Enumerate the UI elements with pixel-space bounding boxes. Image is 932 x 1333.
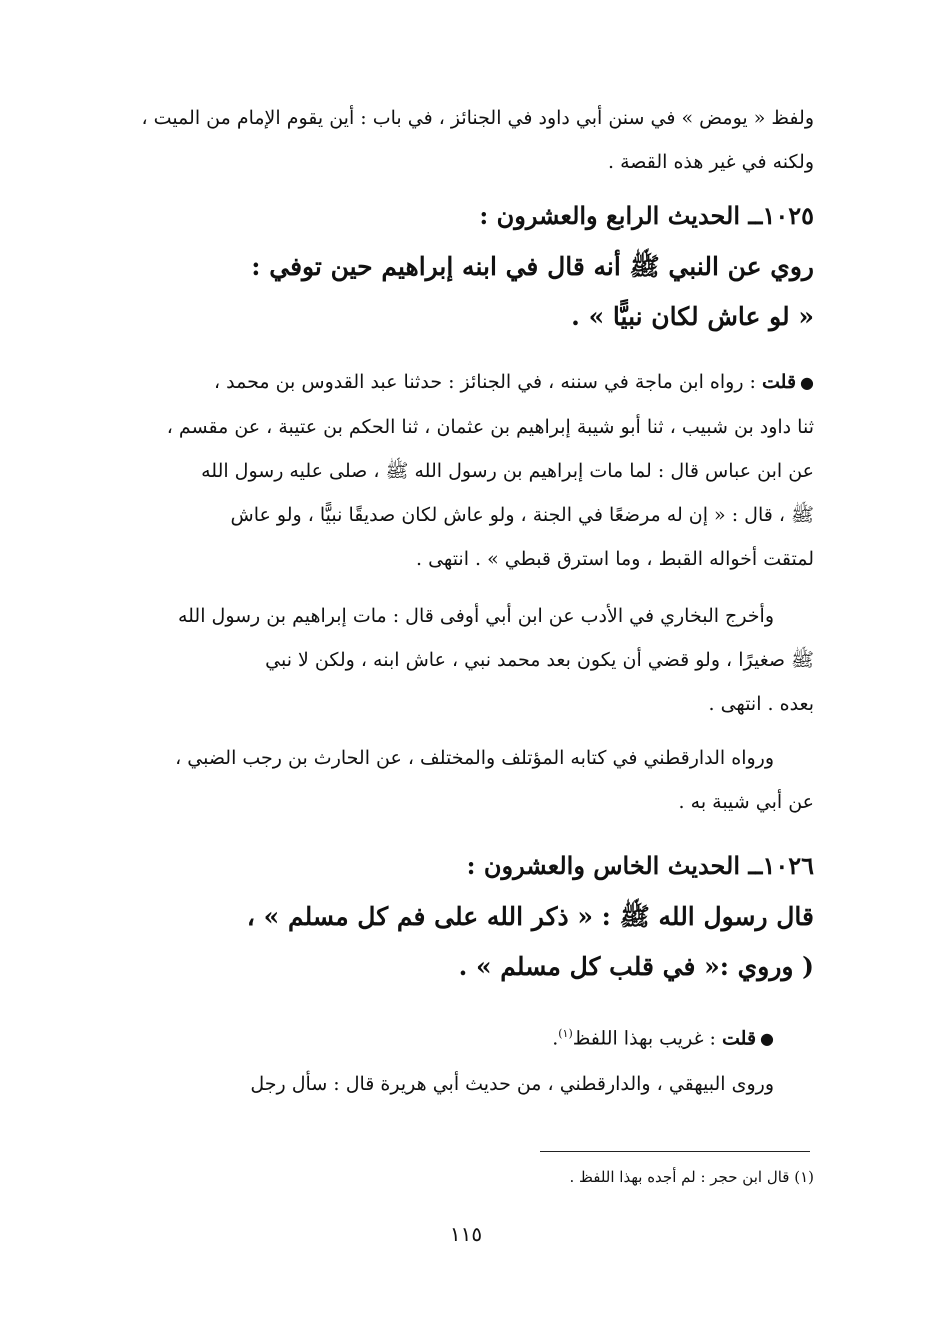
hadith-line: « لو عاش لكان نبيًّا » . (571, 302, 814, 331)
text-line: ●قلت : رواه ابن ماجة في سننه ، في الجنائز : حدثنا عبد القدوس بن محمد ، (213, 371, 814, 393)
bullet-icon: ● (760, 1029, 774, 1049)
text-line: ﷺ ، قال : « إن له مرضعًا في الجنة ، ولو عاش لكان صديقًا نبيًّا ، ولو عاش (230, 504, 814, 526)
text-line: ورواه الدارقطني في كتابه المؤتلف والمختلف ، عن الحارث بن رجب الضبي ، (175, 747, 774, 769)
hadith-1025-heading: ١٠٢٥ــ الحديث الرابع والعشرون : (479, 201, 814, 230)
text-line: ﷺ صغيرًا ، ولو قضي أن يكون بعد محمد نبي ، عاش ابنه ، ولكن لا نبي (265, 649, 814, 671)
hadith-1026-heading: ١٠٢٦ــ الحديث الخاس والعشرون : (466, 851, 814, 880)
hadith-line: قال رسول الله ﷺ : « ذكر الله على فم كل مسلم » ، (246, 902, 814, 931)
text-line: عن ابن عباس قال : لما مات إبراهيم بن رسول الله ﷺ ، صلى عليه رسول الله (201, 460, 814, 482)
hadith-1026-text (88, 892, 814, 992)
text-line: لمتقت أخواله القبط ، وما استرق قبطي » . انتهى . (416, 548, 814, 570)
hadith-1025-text (88, 242, 814, 342)
bullet-icon: ● (800, 373, 814, 392)
footnote-ref: (١) (558, 1027, 573, 1040)
text-line: ●قلت : غريب بهذا اللفظ$^{(١)}$. (552, 1027, 774, 1050)
paragraph-qult-1026 (88, 1012, 814, 1061)
page-number: ١١٥ (449, 1222, 483, 1246)
qult-label: قلت (722, 1027, 757, 1050)
text-line: وأخرج البخاري في الأدب عن ابن أبي أوفى قال : مات إبراهيم بن رسول الله (177, 605, 774, 627)
footnote: (١) قال ابن حجر : لم أجده بهذا اللفظ . (569, 1168, 814, 1186)
paragraph-1 (88, 96, 814, 184)
hadith-line: روي عن النبي ﷺ أنه قال في ابنه إبراهيم حين توفي : (251, 252, 814, 281)
footnote-divider (540, 1151, 810, 1152)
paragraph-bayhaqi (88, 1062, 814, 1106)
text-line: بعده . انتهى . (708, 693, 814, 715)
qult-label: قلت (762, 371, 797, 393)
hadith-line: ( وروي :« في قلب كل مسلم » . (458, 952, 814, 981)
paragraph-qult-1025 (88, 360, 814, 581)
paragraph-bukhari (88, 594, 814, 726)
text-line: عن أبي شيبة به . (678, 791, 814, 813)
text-line: ولفظ « يومض » في سنن أبي داود في الجنائز ، في باب : أين يقوم الإمام من الميت ، (141, 107, 814, 129)
paragraph-daraqutni (88, 736, 814, 824)
text-line: وروى البيهقي ، والدارقطني ، من حديث أبي هريرة قال : سأل رجل (250, 1073, 774, 1095)
text-line: ثنا داود بن شبيب ، ثنا أبو شيبة إبراهيم بن عثمان ، ثنا الحكم بن عتيبة ، عن مقسم ، (166, 416, 814, 438)
text-line: ولكنه في غير هذه القصة . (608, 151, 814, 173)
